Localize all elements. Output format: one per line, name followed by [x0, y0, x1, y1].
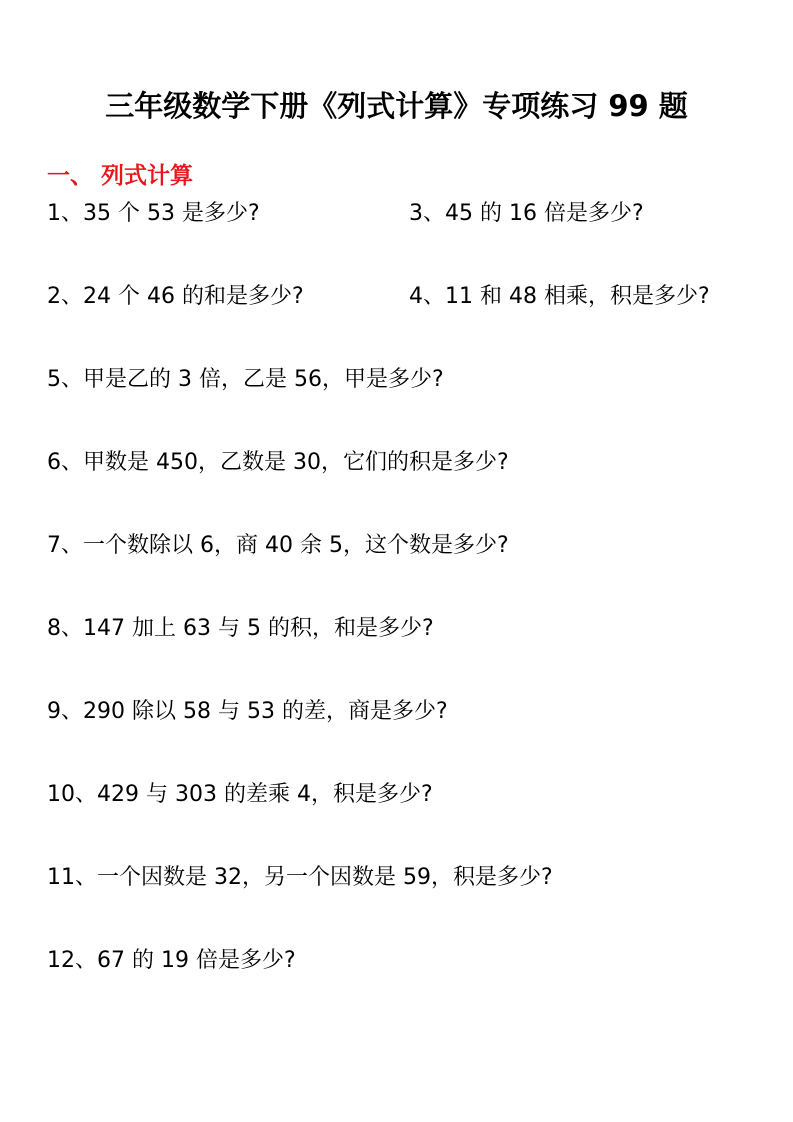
question-2: 2、24 个 46 的和是多少? [47, 284, 304, 309]
question-9: 9、290 除以 58 与 53 的差，商是多少? [47, 699, 448, 724]
section-heading: 一、 列式计算 [47, 163, 194, 189]
question-11: 11、一个因数是 32，另一个因数是 59，积是多少? [47, 865, 553, 890]
question-10: 10、429 与 303 的差乘 4，积是多少? [47, 782, 433, 807]
question-12: 12、67 的 19 倍是多少? [47, 948, 296, 973]
question-1: 1、35 个 53 是多少? [47, 201, 260, 226]
question-3: 3、45 的 16 倍是多少? [409, 201, 644, 226]
question-5: 5、甲是乙的 3 倍，乙是 56，甲是多少? [47, 367, 444, 392]
page-title: 三年级数学下册《列式计算》专项练习 99 题 [105, 89, 688, 123]
question-6: 6、甲数是 450，乙数是 30，它们的积是多少? [47, 450, 509, 475]
question-7: 7、一个数除以 6，商 40 余 5，这个数是多少? [47, 533, 509, 558]
question-4: 4、11 和 48 相乘，积是多少? [409, 284, 710, 309]
question-8: 8、147 加上 63 与 5 的积，和是多少? [47, 616, 434, 641]
